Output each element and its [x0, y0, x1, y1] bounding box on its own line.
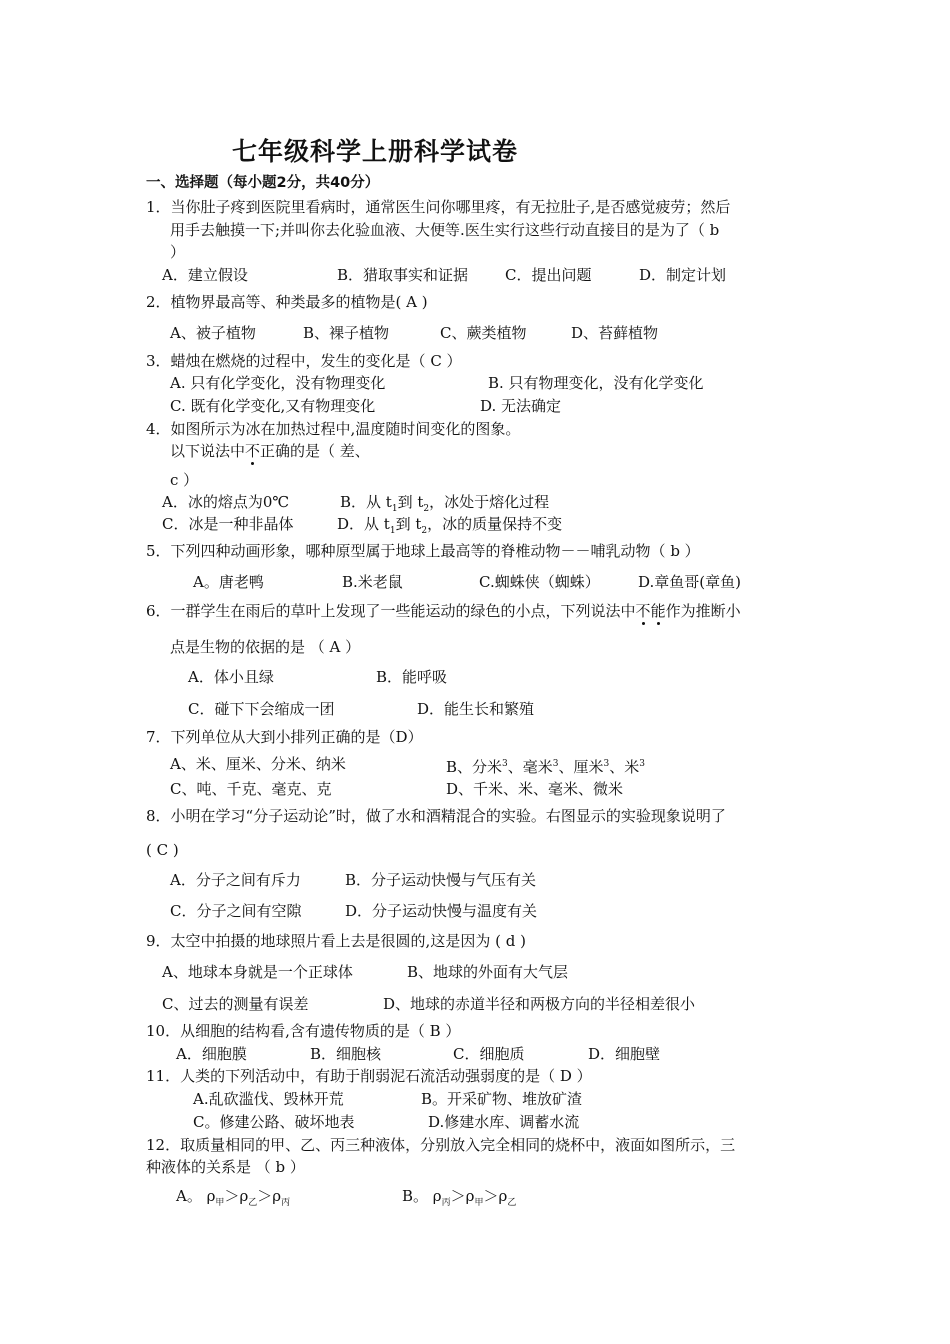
q11-option-c: C。修建公路、破坏地表 — [193, 1113, 355, 1131]
q1-line3: ） — [170, 243, 186, 261]
q10-option-d: D．细胞壁 — [588, 1045, 661, 1063]
q7-option-b: B、分米$^3$、毫米$^3$、厘米$^3$、米$^3$ — [446, 758, 646, 776]
q5-option-c: C.蜘蛛侠（蜘蛛） — [479, 573, 600, 591]
q1-line1: 1．当你肚子疼到医院里看病时，通常医生问你哪里疼，有无拉肚子,是否感觉疲劳；然后 — [146, 198, 731, 216]
q9-option-b: B、地球的外面有大气层 — [407, 963, 569, 981]
q10-option-a: A．细胞膜 — [176, 1045, 247, 1063]
q9-option-c: C、过去的测量有误差 — [162, 995, 309, 1013]
q10-option-c: C．细胞质 — [453, 1045, 525, 1063]
q6-option-a: A．体小且绿 — [188, 668, 274, 686]
q1-option-b: B．猎取事实和证据 — [337, 266, 469, 284]
q7-option-c: C、吨、千克、毫克、克 — [170, 780, 332, 798]
q4-option-d: D．从 $t_1$到 $t_2$，冰的质量保持不变 — [337, 515, 563, 536]
q8-option-b: B．分子运动快慢与气压有关 — [345, 871, 537, 889]
q3-option-b: B. 只有物理变化，没有化学变化 — [488, 374, 704, 392]
q12-line1: 12．取质量相同的甲、乙、丙三种液体，分别放入完全相同的烧杯中，液面如图所示，三 — [146, 1136, 736, 1154]
q8-option-d: D．分子运动快慢与温度有关 — [345, 902, 538, 920]
q11-option-b: B。开采矿物、堆放矿渣 — [421, 1090, 583, 1108]
q4-option-c: C．冰是一种非晶体 — [162, 515, 294, 533]
q7-option-d: D、千米、米、毫米、微米 — [446, 780, 624, 798]
q4-line2: 以下说法中不正确的是（ 差、 — [170, 442, 370, 460]
q2-stem: 2．植物界最高等、种类最多的植物是( A ) — [146, 293, 428, 311]
q11-option-d: D.修建水库、调蓄水流 — [428, 1113, 580, 1131]
q10-stem: 10．从细胞的结构看,含有遗传物质的是（ B ） — [146, 1022, 461, 1040]
q12-line2: 种液体的关系是 （ b ） — [146, 1158, 305, 1176]
q6-line2: 点是生物的依据的是 （ A ） — [170, 638, 361, 656]
q3-option-c: C. 既有化学变化,又有物理变化 — [170, 397, 376, 415]
q2-option-b: B、裸子植物 — [303, 324, 390, 342]
emphasis-mark: 不 — [635, 602, 651, 620]
q6-option-c: C．碰下下会缩成一团 — [188, 700, 335, 718]
q4-line1: 4．如图所示为冰在加热过程中,温度随时间变化的图象。 — [146, 420, 521, 438]
emphasis-mark: 能 — [650, 602, 666, 620]
q10-option-b: B．细胞核 — [310, 1045, 382, 1063]
q9-option-d: D、地球的赤道半径和两极方向的半径相差很小 — [383, 995, 696, 1013]
q5-option-a: A。唐老鸭 — [193, 573, 264, 591]
q8-option-c: C．分子之间有空隙 — [170, 902, 302, 920]
q5-option-b: B.米老鼠 — [342, 573, 403, 591]
q1-line2: 用手去触摸一下;并叫你去化验血液、大便等.医生实行这些行动直接目的是为了（ b — [170, 221, 720, 239]
page-title: 七年级科学上册科学试卷 — [232, 137, 519, 166]
q1-option-d: D．制定计划 — [639, 266, 727, 284]
q11-option-a: A.乱砍滥伐、毁林开荒 — [193, 1090, 344, 1108]
q9-stem: 9．太空中拍摄的地球照片看上去是很圆的,这是因为 ( d ) — [146, 932, 526, 950]
q4-option-b: B．从 $t_1$到 $t_2$，冰处于熔化过程 — [340, 493, 550, 514]
q4-line3: c ） — [170, 471, 199, 489]
q1-option-a: A．建立假设 — [162, 266, 248, 284]
q3-option-a: A. 只有化学变化，没有物理变化 — [170, 374, 386, 392]
emphasis-mark: 不 — [245, 442, 261, 460]
q7-stem: 7．下列单位从大到小排列正确的是（D） — [146, 728, 423, 746]
q2-option-d: D、苔藓植物 — [571, 324, 659, 342]
q6-option-b: B．能呼吸 — [376, 668, 448, 686]
q6-option-d: D．能生长和繁殖 — [417, 700, 535, 718]
q12-option-a: A。 $\rho_甲>\rho_乙>\rho_丙$ — [176, 1187, 291, 1208]
q3-stem: 3．蜡烛在燃烧的过程中，发生的变化是（ C ） — [146, 352, 462, 370]
q2-option-c: C、蕨类植物 — [440, 324, 527, 342]
q8-line2: ( C ) — [146, 841, 179, 859]
q8-line1: 8．小明在学习“分子运动论”时，做了水和酒精混合的实验。右图显示的实验现象说明了 — [146, 807, 726, 825]
q1-option-c: C．提出问题 — [505, 266, 592, 284]
q4-option-a: A．冰的熔点为0℃ — [162, 493, 290, 511]
q9-option-a: A、地球本身就是一个正球体 — [162, 963, 353, 981]
q12-option-b: B。 $\rho_丙>\rho_甲>\rho_乙$ — [402, 1187, 517, 1208]
q5-option-d: D.章鱼哥(章鱼) — [638, 573, 741, 591]
q7-option-a: A、米、厘米、分米、纳米 — [170, 755, 346, 773]
q11-stem: 11．人类的下列活动中，有助于削弱泥石流活动强弱度的是（ D ） — [146, 1067, 592, 1085]
q2-option-a: A、被子植物 — [170, 324, 256, 342]
section-heading: 一、选择题（每小题2分，共40分） — [146, 175, 380, 191]
q3-option-d: D. 无法确定 — [480, 397, 562, 415]
q6-line1: 6．一群学生在雨后的草叶上发现了一些能运动的绿色的小点，下列说法中不能作为推断小 — [146, 602, 741, 620]
q5-stem: 5．下列四种动画形象，哪种原型属于地球上最高等的脊椎动物－－哺乳动物（ b ） — [146, 542, 700, 560]
q8-option-a: A．分子之间有斥力 — [170, 871, 301, 889]
